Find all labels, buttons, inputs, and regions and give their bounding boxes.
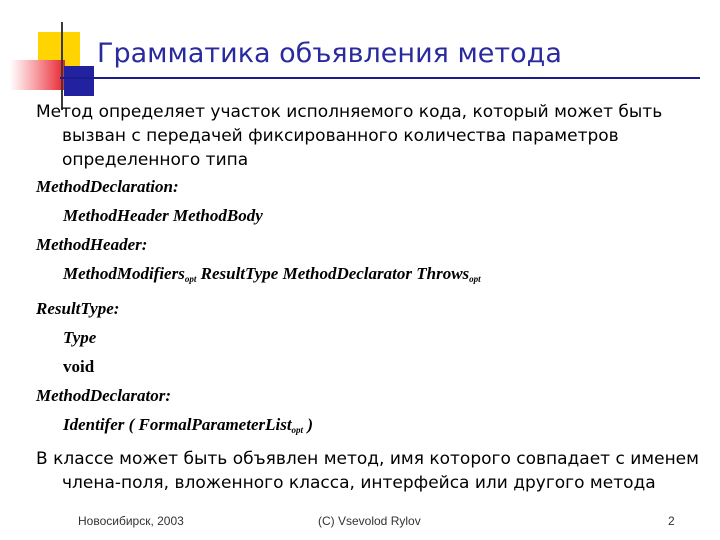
grammar-method-declarator: MethodDeclarator: [36,386,172,405]
footer-author: (C) Vsevolod Rylov [318,514,421,528]
grammar-result-type: ResultType: [36,299,120,318]
decoration-red-bar [10,60,65,90]
opt-subscript: opt [184,274,197,284]
footer-page-number: 2 [668,514,675,528]
grammar-method-declarator-body [36,410,716,445]
grammar-method-header-body [36,259,716,294]
grammar-type: Type [63,328,97,347]
grammar-method-declaration: MethodDeclaration: [36,177,179,196]
grammar-close-paren: ) [303,415,313,434]
footer-location: Новосибирск, 2003 [78,514,184,528]
grammar-identifier: Identifer ( FormalParameterList [63,415,292,434]
corner-decoration [0,0,100,110]
slide-title: Грамматика объявления метода [97,38,562,69]
grammar-void: void [63,357,95,376]
decoration-vertical-line [61,22,63,110]
decoration-blue-square [64,66,94,96]
grammar-method-modifiers: MethodModifiers [63,264,185,283]
opt-subscript: opt [291,425,304,435]
grammar-result-declarator-throws: ResultType MethodDeclarator Throws [196,264,470,283]
intro-paragraph: Метод определяет участок исполняемого кода, который может быть вызван с передачей фиксированного количества параметров определенного типа [36,102,663,170]
grammar-method-header: MethodHeader: [36,235,148,254]
title-underline [60,77,700,79]
closing-paragraph: В классе может быть объявлен метод, имя которого совпадает с именем члена-поля, вложенного класса, интерфейса или другого метода [36,449,699,493]
opt-subscript: opt [469,274,481,284]
grammar-method-declaration-body: MethodHeader MethodBody [63,206,263,225]
slide-body [36,100,716,495]
